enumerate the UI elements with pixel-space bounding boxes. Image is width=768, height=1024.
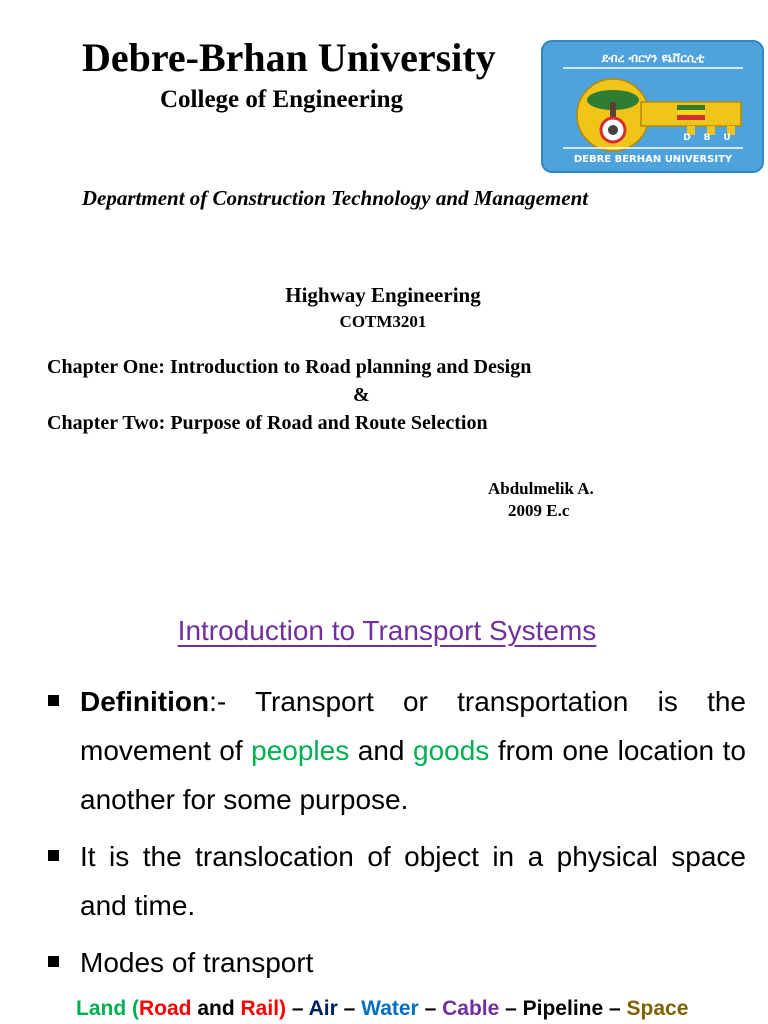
- mode-land: Land (: [76, 997, 139, 1020]
- logo-letter-b: B: [703, 133, 711, 143]
- department-name: Department of Construction Technology and Management: [81, 186, 589, 210]
- slide-title: Introduction to Transport Systems: [177, 615, 597, 646]
- mode-cable: Cable: [442, 997, 500, 1020]
- mode-pipeline: Pipeline: [522, 997, 604, 1020]
- chapter-one-title: Chapter One: Introduction to Road planning and Design: [47, 356, 532, 378]
- mode-water: Water: [361, 997, 419, 1020]
- university-logo: [541, 40, 764, 173]
- course-code: COTM3201: [339, 312, 427, 331]
- mode-separator: –: [418, 997, 443, 1020]
- mode-separator: –: [337, 997, 362, 1020]
- mode-land-close: ): [279, 997, 287, 1020]
- course-title: Highway Engineering: [285, 283, 481, 307]
- keyword-peoples: peoples: [251, 735, 350, 766]
- chapter-two-title: Chapter Two: Purpose of Road and Route Selection: [47, 412, 488, 434]
- logo-bottom-text: DEBRE BERHAN UNIVERSITY: [573, 154, 733, 165]
- bullet-modes: [46, 938, 746, 987]
- mode-and: and: [191, 997, 241, 1020]
- university-title: Debre-Brhan University: [82, 35, 496, 80]
- mode-separator: –: [603, 997, 627, 1020]
- logo-letter-d: D: [683, 133, 691, 143]
- mode-road: Road: [139, 997, 192, 1020]
- chapter-ampersand: &: [353, 384, 370, 406]
- translocation-text: It is the translocation of object in a physical space and time.: [80, 841, 746, 921]
- square-bullet-icon: [48, 850, 59, 861]
- mode-rail: Rail: [240, 997, 280, 1020]
- definition-text-1: :- Transport or transportation is the movement of: [80, 686, 746, 766]
- mode-separator: –: [499, 997, 523, 1020]
- modes-heading: Modes of transport: [80, 947, 314, 978]
- logo-letter-u: U: [723, 133, 731, 143]
- author-name: Abdulmelik A.: [488, 479, 594, 498]
- bullet-translocation: [46, 832, 746, 930]
- square-bullet-icon: [48, 695, 59, 706]
- definition-term: Definition: [80, 686, 210, 717]
- college-name: College of Engineering: [160, 86, 404, 113]
- definition-text-3: from one location to another for some purpose.: [80, 735, 746, 815]
- mode-air: Air: [308, 997, 338, 1020]
- square-bullet-icon: [48, 956, 59, 967]
- definition-text-2: and: [349, 735, 413, 766]
- logo-top-text: ደብረ ብርሃን ዩኒቨርሲቲ: [601, 51, 705, 65]
- mode-space: Space: [626, 997, 689, 1020]
- bullet-list: [46, 677, 746, 995]
- keyword-goods: goods: [413, 735, 490, 766]
- author-year: 2009 E.c: [508, 501, 570, 520]
- bullet-definition: [46, 677, 746, 824]
- modes-list: [76, 997, 688, 1021]
- mode-separator: –: [286, 997, 309, 1020]
